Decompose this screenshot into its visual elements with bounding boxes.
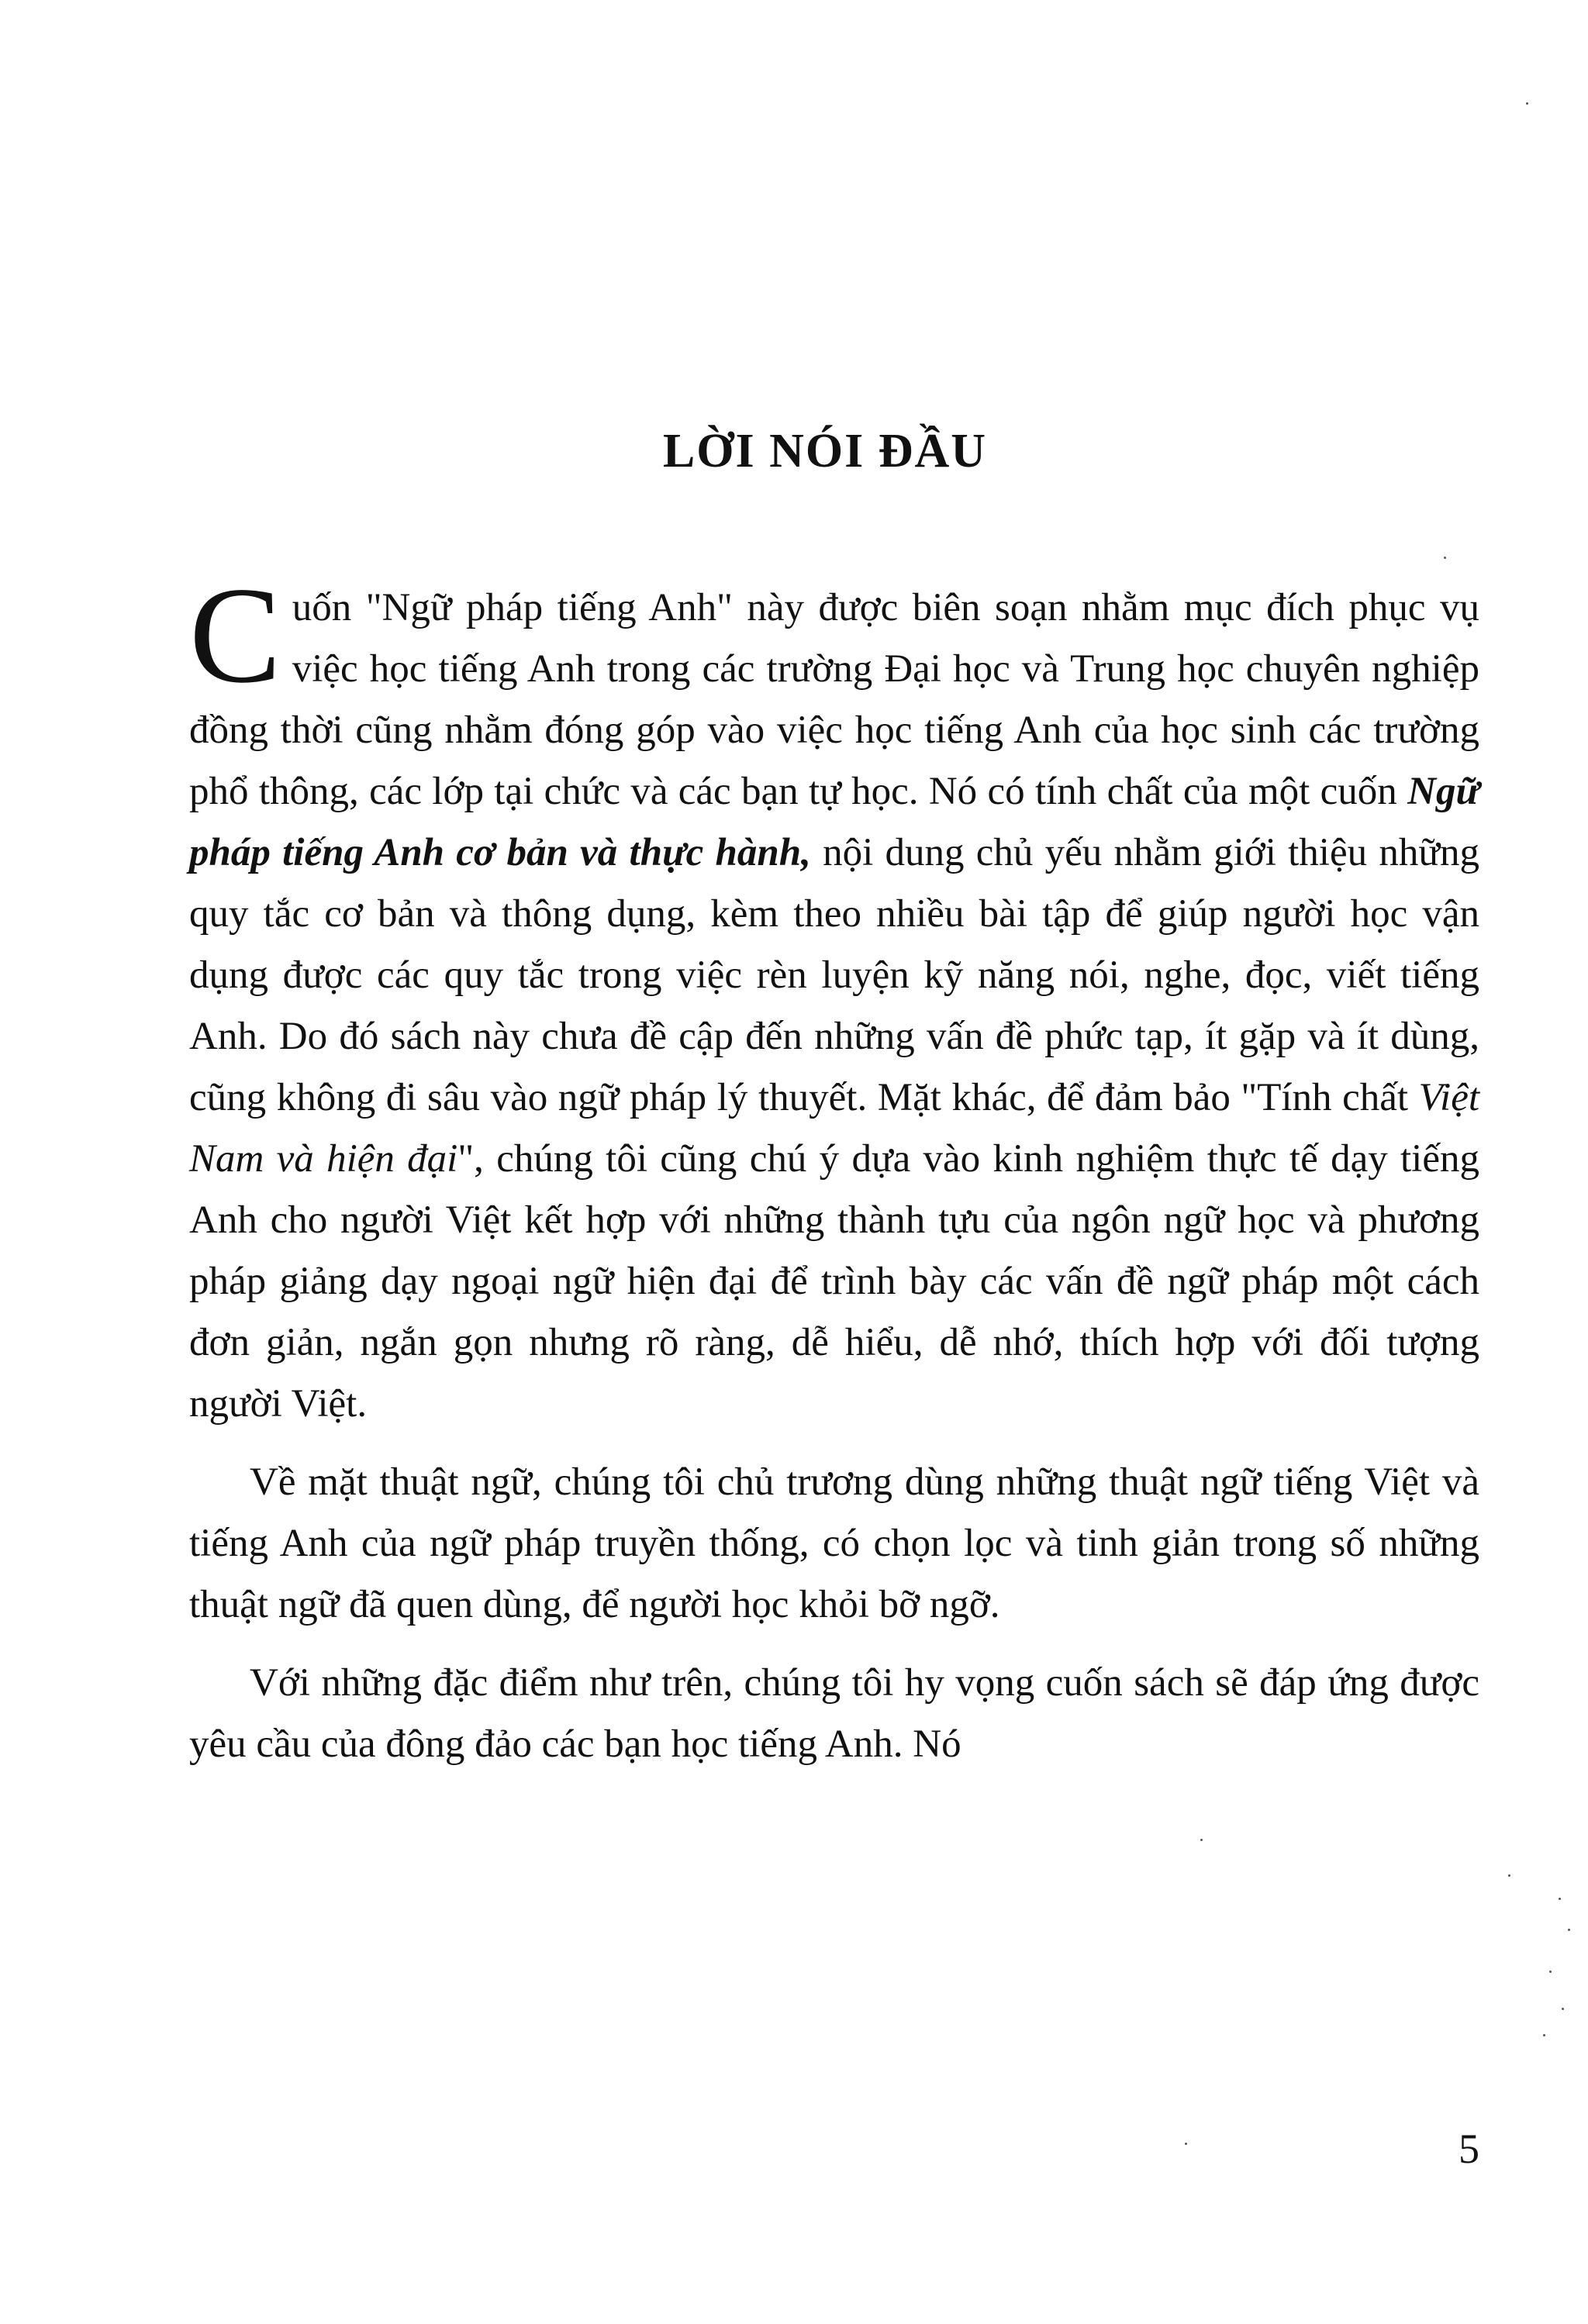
scan-speck: [1508, 1874, 1510, 1877]
emphasis-book-title: Ngữ pháp tiếng Anh cơ bản và thực hành,: [189, 770, 1479, 874]
scan-speck: [1559, 1898, 1561, 1900]
emphasis-italic: Việt Nam và hiện đại: [189, 1076, 1479, 1181]
text-run: Về mặt thuật ngữ, chúng tôi chủ trương dùng những thuật ngữ tiếng Việt và tiếng Anh của ngữ pháp truyền thống, có chọn lọc và tinh giản trong số những thuật ngữ đã quen dùng, để người học khỏi bỡ ngỡ.: [189, 1460, 1479, 1626]
text-run: ", chúng tôi cũng chú ý dựa vào kinh nghiệm thực tế dạy tiếng Anh cho người Việt kết hợp với những thành tựu của ngôn ngữ học và phương pháp giảng dạy ngoại ngữ hiện đại để trình bày các vấn đề ngữ pháp một cách đơn giản, ngắn gọn nhưng rõ ràng, dễ hiểu, dễ nhớ, thích hợp với đối tượng người Việt.: [189, 1137, 1479, 1426]
body-text: [189, 558, 1479, 1775]
scan-speck: [1526, 102, 1528, 105]
scan-speck: [1185, 2143, 1187, 2145]
text-run: uốn "Ngữ pháp tiếng Anh" này được biên soạn nhằm mục đích phục vụ việc học tiếng Anh trong các trường Đại học và Trung học chuyên nghiệp đồng thời cũng nhằm đóng góp vào việc học tiếng Anh của học sinh các trường phổ thông, các lớp tại chức và các bạn tự học. Nó có tính chất của một cuốn: [189, 586, 1479, 813]
scan-speck: [1549, 1971, 1552, 1973]
scan-speck: [1200, 1839, 1203, 1841]
scan-speck: [1568, 1929, 1570, 1931]
text-run: nội dung chủ yếu nhằm giới thiệu những quy tắc cơ bản và thông dụng, kèm theo nhiều bài tập để giúp người học vận dụng được các quy tắc trong việc rèn luyện kỹ năng nói, nghe, đọc, viết tiếng Anh. Do đó sách này chưa đề cập đến những vấn đề phức tạp, ít gặp và ít dùng, cũng không đi sâu vào ngữ pháp lý thuyết. Mặt khác, để đảm bảo "Tính chất: [189, 831, 1479, 1119]
scan-speck: [1562, 2008, 1564, 2010]
page-title: LỜI NÓI ĐẦU: [662, 425, 988, 478]
paragraph-1: [189, 558, 1479, 1435]
scan-speck: [1543, 2034, 1545, 2036]
scan-speck: [1444, 557, 1446, 559]
page-number: 5: [1459, 2126, 1479, 2172]
paragraph-2: [189, 1452, 1479, 1636]
text-run: Với những đặc điểm như trên, chúng tôi hy vọng cuốn sách sẽ đáp ứng được yêu cầu của đông đảo các bạn học tiếng Anh. Nó: [189, 1661, 1479, 1766]
drop-cap: C: [189, 558, 281, 712]
paragraph-3: [189, 1653, 1479, 1775]
